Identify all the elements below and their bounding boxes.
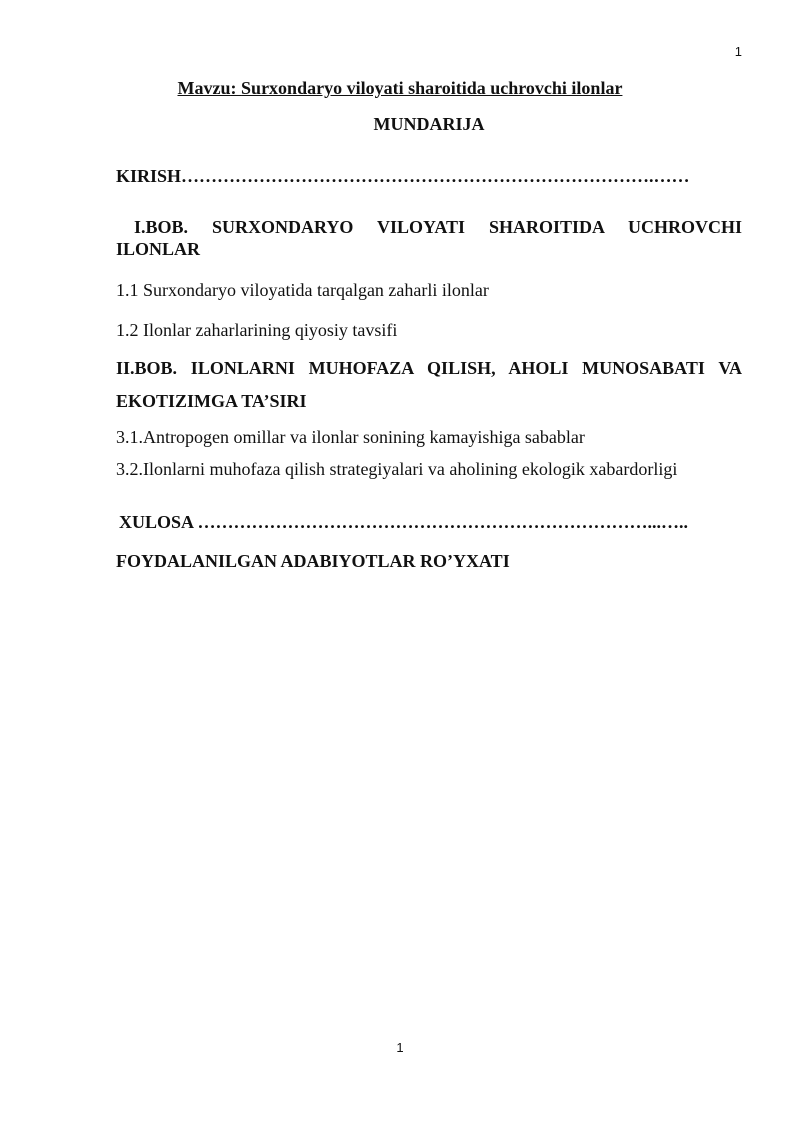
toc-references: FOYDALANILGAN ADABIYOTLAR RO’YXATI: [116, 551, 510, 571]
toc-intro: KIRISH…………………………………………………………………….……: [116, 166, 690, 186]
toc-chapter-2: II.BOB. ILONLARNI MUHOFAZA QILISH, AHOLI MUNOSABATI VA EKOTIZIMGA TA’SIRI: [116, 358, 742, 411]
toc-section-3-2: 3.2.Ilonlarni muhofaza qilish strategiyalari va aholining ekologik xabardorligi: [116, 459, 678, 479]
toc-section-3-1: 3.1.Antropogen omillar va ilonlar sonining kamayishiga sabablar: [116, 427, 585, 447]
page-number-top: 1: [734, 44, 742, 59]
title-text: Surxondaryo viloyati sharoitida uchrovchi ilonlar: [241, 78, 623, 98]
toc-conclusion: XULOSA …………………………………………………………………...…..: [119, 512, 689, 532]
page-number-bottom: 1: [396, 1040, 404, 1055]
toc-section-1-1: 1.1 Surxondaryo viloyatida tarqalgan zaharli ilonlar: [116, 280, 489, 300]
contents-heading: MUNDARIJA: [373, 114, 485, 134]
title-label: Mavzu: [177, 78, 231, 98]
toc-chapter-1: I.BOB. SURXONDARYO VILOYATI SHAROITIDA UCHROVCHI ILONLAR: [116, 217, 742, 259]
document-title: [0, 78, 800, 99]
title-separator: :: [230, 78, 242, 98]
toc-section-1-2: 1.2 Ilonlar zaharlarining qiyosiy tavsifi: [116, 320, 398, 340]
